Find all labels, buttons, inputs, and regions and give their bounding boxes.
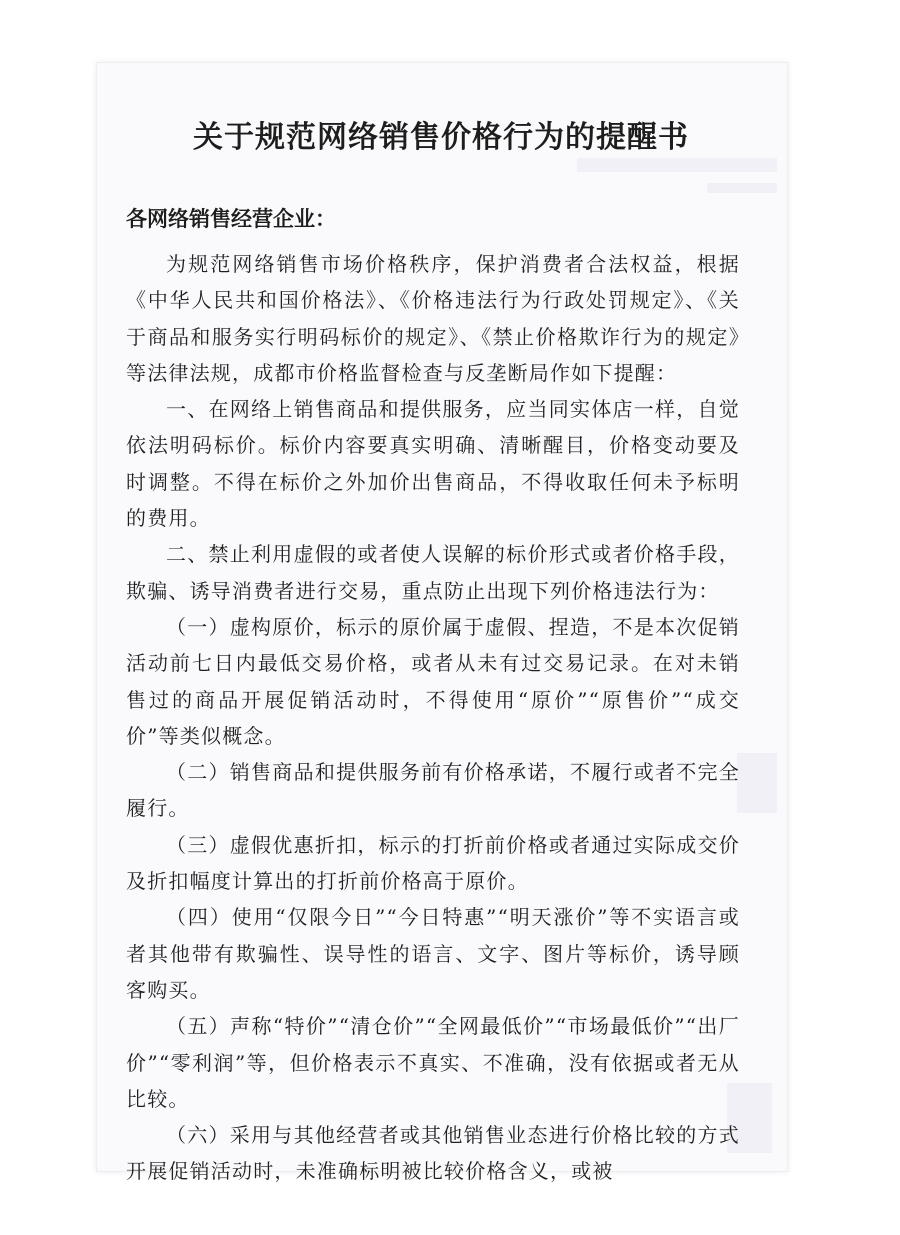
paragraph-item-2: 二、禁止利用虚假的或者使人误解的标价形式或者价格手段，欺骗、诱导消费者进行交易，重点防止出现下列价格违法行为： (126, 542, 740, 603)
paragraph-item-1: 一、在网络上销售商品和提供服务，应当同实体店一样，自觉依法明码标价。标价内容要真实明确、清晰醒目，价格变动要及时调整。不得在标价之外加价出售商品，不得收取任何未予标明的费用。 (126, 397, 740, 531)
paragraph-subitem-1: （一）虚构原价，标示的原价属于虚假、捏造，不是本次促销活动前七日内最低交易价格，或者从未有过交易记录。在对未销售过的商品开展促销活动时，不得使用“原价”“原售价”“成交价”等类似概念。 (126, 614, 740, 748)
paragraph-subitem-4: （四）使用“仅限今日”“今日特惠”“明天涨价”等不实语言或者其他带有欺骗性、误导性的语言、文字、图片等标价，诱导顾客购买。 (126, 905, 740, 1002)
bleed-through-mark (737, 753, 777, 813)
paragraph-subitem-3: （三）虚假优惠折扣，标示的打折前价格或者通过实际成交价及折扣幅度计算出的打折前价格高于原价。 (126, 832, 740, 894)
paragraph-subitem-6: （六）采用与其他经营者或其他销售业态进行价格比较的方式开展促销活动时，未准确标明被比较价格含义，或被 (126, 1123, 740, 1184)
bleed-through-mark (577, 158, 777, 172)
paragraph-subitem-2: （二）销售商品和提供服务前有价格承诺，不履行或者不完全履行。 (126, 760, 740, 821)
paragraph-subitem-5: （五）声称“特价”“清仓价”“全网最低价”“市场最低价”“出厂价”“零利润”等，但价格表示不真实、不准确，没有依据或者无从比较。 (126, 1014, 740, 1111)
document-body (126, 246, 740, 1190)
bleed-through-mark (707, 183, 777, 193)
paragraph-intro: 为规范网络销售市场价格秩序，保护消费者合法权益，根据《中华人民共和国价格法》、《价格违法行为行政处罚规定》、《关于商品和服务实行明码标价的规定》、《禁止价格欺诈行为的规定》等法律法规，成都市价格监督检查与反垄断局作如下提醒： (126, 252, 740, 385)
document-title: 关于规范网络销售价格行为的提醒书 (193, 120, 689, 155)
salutation: 各网络销售经营企业： (126, 207, 336, 231)
